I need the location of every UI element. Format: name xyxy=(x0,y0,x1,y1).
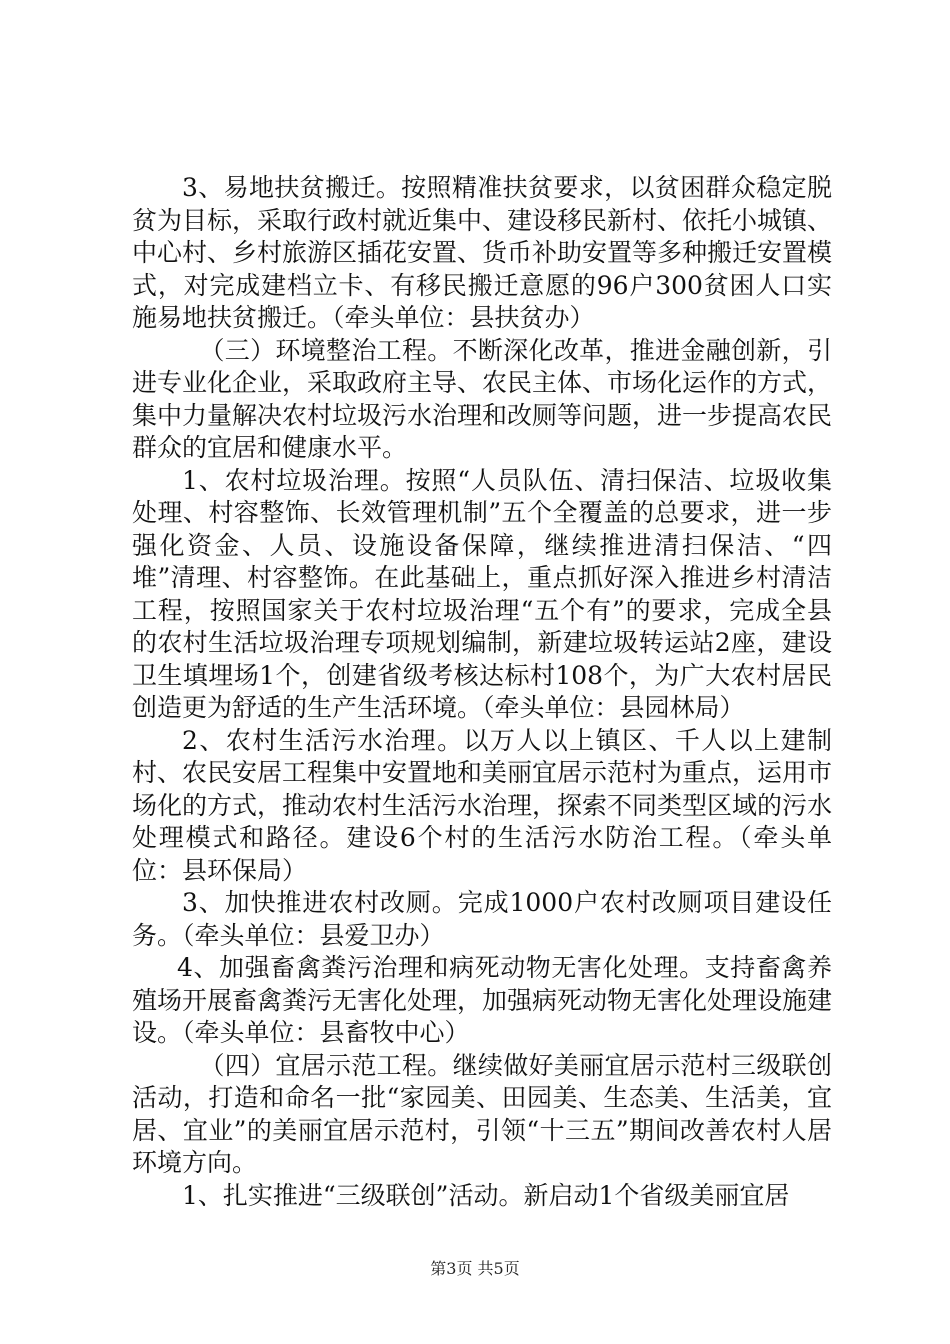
page-footer xyxy=(0,1256,950,1279)
paragraph-garbage-treatment: 1、农村垃圾治理。按照“人员队伍、清扫保洁、垃圾收集处理、村容整饰、长效管理机制”五个全覆盖的总要求，进一步强化资金、人员、设施设备保障，继续推进清扫保洁、“四堆”清理、村容整饰。在此基础上，重点抓好深入推进乡村清洁工程，按照国家关于农村垃圾治理“五个有”的要求，完成全县的农村生活垃圾治理专项规划编制，新建垃圾转运站2座，建设卫生填埋场1个，创建省级考核达标村108个，为广大农村居民创造更为舒适的生产生活环境。（牵头单位：县园林局） xyxy=(132,465,832,722)
paragraph-livestock-waste: 4、加强畜禽粪污治理和病死动物无害化处理。支持畜禽养殖场开展畜禽粪污无害化处理，加强病死动物无害化处理设施建设。（牵头单位：县畜牧中心） xyxy=(132,953,833,1047)
page-number-label: 第3页 共5页 xyxy=(430,1259,520,1278)
paragraph-three-level-campaign: 1、扎实推进“三级联创”活动。新启动1个省级美丽宜居 xyxy=(182,1180,790,1210)
paragraph-toilet-reform: 3、加快推进农村改厕。完成1000户农村改厕项目建设任务。（牵头单位：县爱卫办） xyxy=(132,888,832,950)
paragraph-livable-demo-heading: （四）宜居示范工程。继续做好美丽宜居示范村三级联创活动，打造和命名一批“家园美、田园美、生态美、生活美，宜居、宜业”的美丽宜居示范村，引领“十三五”期间改善农村人居环境方向。 xyxy=(132,1050,832,1177)
paragraph-sewage-treatment: 2、农村生活污水治理。以万人以上镇区、千人以上建制村、农民安居工程集中安置地和美丽宜居示范村为重点，运用市场化的方式，推动农村生活污水治理，探索不同类型区域的污水处理模式和路径。建设6个村的生活污水防治工程。（牵头单位：县环保局） xyxy=(132,725,833,885)
paragraph-environment-heading: （三）环境整治工程。不断深化改革，推进金融创新，引进专业化企业，采取政府主导、农民主体、市场化运作的方式，集中力量解决农村垃圾污水治理和改厕等问题，进一步提高农民群众的宜居和健康水平。 xyxy=(132,335,833,462)
paragraph-relocation: 3、易地扶贫搬迁。按照精准扶贫要求，以贫困群众稳定脱贫为目标，采取行政村就近集中、建设移民新村、依托小城镇、中心村、乡村旅游区插花安置、货币补助安置等多种搬迁安置模式，对完成建档立卡、有移民搬迁意愿的96户300贫困人口实施易地扶贫搬迁。（牵头单位：县扶贫办） xyxy=(132,173,833,332)
document-body xyxy=(132,172,832,1212)
